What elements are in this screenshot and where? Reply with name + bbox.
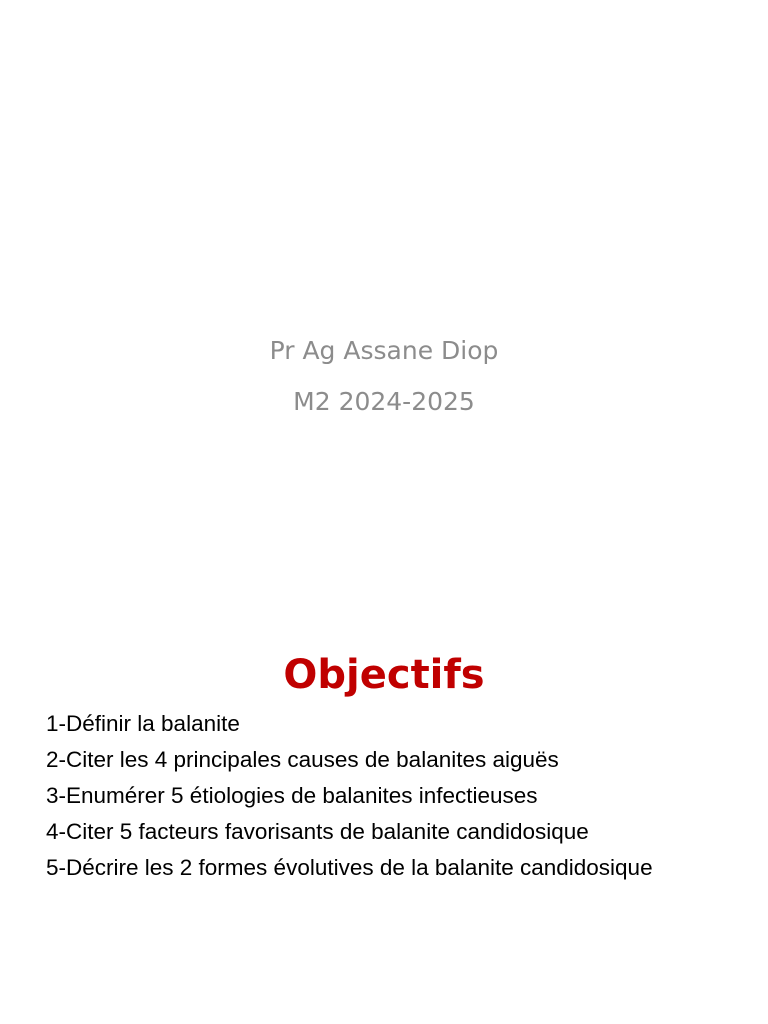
objectives-heading: Objectifs bbox=[283, 651, 485, 698]
objective-item-3: 3-Enumérer 5 étiologies de balanites infectieuses bbox=[46, 783, 538, 808]
objectives-slide bbox=[0, 600, 768, 1024]
objective-item-2: 2-Citer les 4 principales causes de balanites aiguës bbox=[46, 747, 559, 772]
objective-item-1: 1-Définir la balanite bbox=[46, 711, 240, 736]
objective-item-4: 4-Citer 5 facteurs favorisants de balanite candidosique bbox=[46, 819, 589, 844]
objective-item-5: 5-Décrire les 2 formes évolutives de la balanite candidosique bbox=[46, 855, 653, 880]
author-name: Pr Ag Assane Diop bbox=[269, 336, 499, 365]
objectives-list bbox=[46, 712, 686, 892]
academic-year: M2 2024-2025 bbox=[293, 387, 475, 416]
